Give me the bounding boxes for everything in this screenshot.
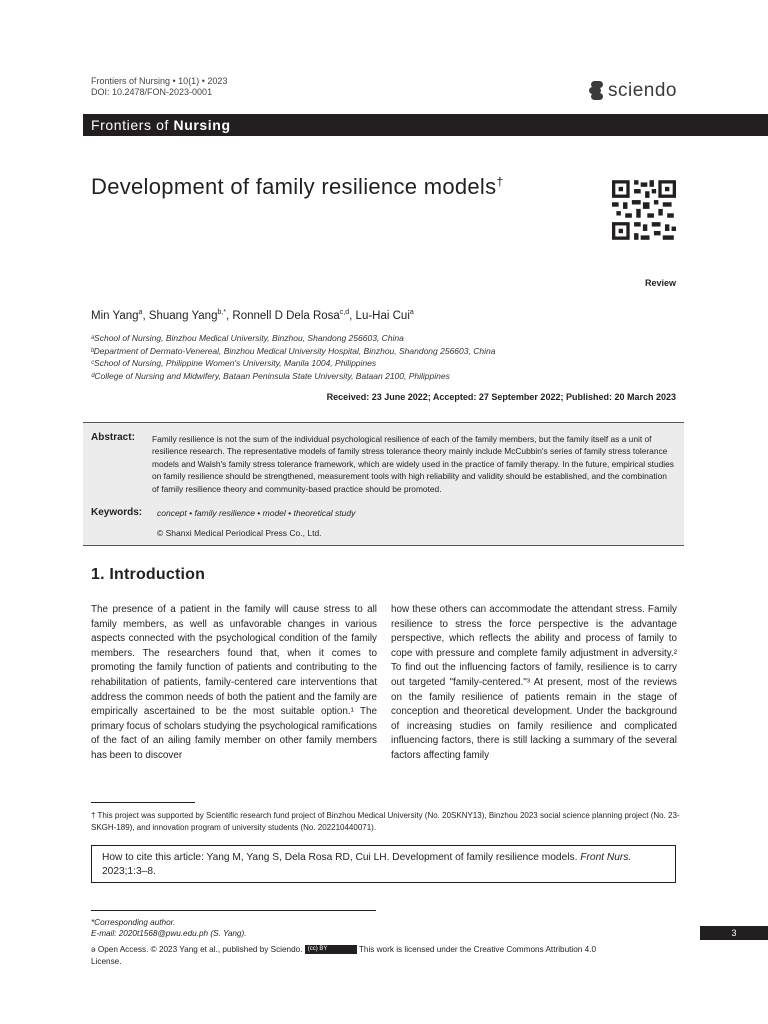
journal-banner	[83, 114, 768, 136]
corresponding-email[interactable]: E-mail: 2020t1568@pwu.edu.ph (S. Yang).	[91, 929, 247, 938]
affiliations	[91, 332, 495, 382]
cc-by-icon[interactable]: (cc) BY	[305, 945, 357, 954]
qr-code-icon[interactable]	[612, 180, 676, 240]
author-name: Lu-Hai Cui	[355, 309, 410, 322]
publisher-logo[interactable]	[589, 80, 677, 102]
title-footnote-mark: †	[496, 174, 504, 189]
footnote-rule	[91, 802, 195, 803]
author-name: Shuang Yang	[148, 309, 218, 322]
banner-bold: Nursing	[173, 117, 231, 133]
keywords-text: concept • family resilience • model • theoretical study	[157, 508, 356, 518]
body-column-left: The presence of a patient in the family will cause stress to all family members, as well as unfavorable changes in various aspects connected with the psychological condition of the family members. The researchers found that, when it comes to promoting the family function of patients and contributing to the rehabilitation of patients, family-centered care interventions that address the common needs of both the patient and the family are empirically ascertained to be the most suitable option.¹ The primary focus of scholars studying the psychological ramifications of the fact of an ailing family member on other family members has been to discover	[91, 604, 377, 761]
affiliation-item: ᶜSchool of Nursing, Philippine Women's University, Manila 1004, Philippines	[91, 358, 377, 368]
article-title	[91, 174, 503, 200]
funding-footnote: † This project was supported by Scientific research fund project of Binzhou Medical University (No. 20SKNY13), Binzhou 2023 social science planning project (No. 23-SKGH-189), and innovation program of university students (No. 202210440071).	[91, 811, 680, 832]
copyright: © Shanxi Medical Periodical Press Co., Ltd.	[157, 528, 322, 538]
corresponding-rule	[91, 910, 376, 911]
license-note	[91, 944, 611, 968]
affiliation-item: ᵃSchool of Nursing, Binzhou Medical University, Binzhou, Shandong 256603, China	[91, 333, 404, 343]
affiliation-item: ᵇDepartment of Dermato-Venereal, Binzhou Medical University Hospital, Binzhou, Shandong 256603, China	[91, 345, 496, 356]
license-prefix: Open Access. © 2023 Yang et al., published by Sciendo.	[97, 945, 303, 954]
author-name: Ronnell D Dela Rosa	[232, 309, 340, 322]
author-affil: a	[409, 309, 414, 316]
author-affil: c,d	[339, 309, 350, 316]
journal-doi: DOI: 10.2478/FON-2023-0001	[91, 87, 213, 97]
corresponding-label: *Corresponding author.	[91, 918, 176, 927]
author-name: Min Yang	[91, 309, 139, 322]
license-suffix: This work is licensed under the Creative Commons Attribution 4.0 License.	[91, 945, 596, 966]
citation-prefix: How to cite this article: Yang M, Yang S, Dela Rosa RD, Cui LH. Development of family resilience models.	[102, 852, 578, 863]
abstract-text: Family resilience is not the sum of the individual psychological resilience of each of the family members, but the family itself as a unit of resilience research. The representative models of family stress tolerance theory mainly include McCubbin's series of family stress tolerance models and Walsh's family stress tolerance framework, which are widely used in the practice of family therapy. In the future, empirical studies on family resilience should be strengthened, measurement tools with high reliability and validity should be established, and the combination of family resilience theory and community-based practice should be promoted.	[152, 434, 674, 494]
affiliation-item: ᵈCollege of Nursing and Midwifery, Bataan Peninsula State University, Bataan 2100, Philippines	[91, 370, 450, 381]
journal-issue: Frontiers of Nursing • 10(1) • 2023	[91, 76, 228, 86]
author-affil: a	[138, 309, 143, 316]
sciendo-logo-icon	[589, 81, 603, 101]
section-heading: 1. Introduction	[91, 566, 206, 583]
author-affil: b,*	[217, 309, 227, 316]
body-column-right: how these others can accommodate the attendant stress. Family resilience to stress the force perspective is the advantage perspective, which reflects the ability and process of family to cope with pressure and complete family adjustment in adversity.² To find out the influencing factors of family, resilience is to carry out targeted "family-centered."³ At present, most of the reviews on the family resilience of patients remain in the stage of conception and theoretical development. Under the background of increasing studies on family resilience and complicated influencing factors, there is still lacking a summary of the several factors affecting family	[391, 604, 677, 761]
citation-journal: Front Nurs.	[580, 852, 632, 863]
title-text: Development of family resilience models	[91, 174, 497, 199]
author-list: Min Yang$^a$, Shuang Yang$^{b,*}$, Ronnell D Dela Rosa$^{c,d}$, Lu-Hai Cui$^a$	[91, 309, 414, 322]
keywords-label: Keywords:	[91, 507, 143, 518]
abstract-label: Abstract:	[91, 432, 135, 443]
open-access-icon: ə	[91, 945, 96, 954]
banner-prefix: Frontiers of	[91, 117, 169, 133]
article-type: Review	[644, 278, 676, 288]
page-number: 3	[700, 926, 768, 940]
journal-meta	[91, 76, 227, 98]
publication-dates: Received: 23 June 2022; Accepted: 27 September 2022; Published: 20 March 2023	[326, 392, 676, 402]
citation-box	[91, 845, 676, 883]
publisher-name: sciendo	[608, 80, 677, 101]
corresponding-author	[91, 917, 246, 939]
citation-suffix: 2023;1:3–8.	[102, 866, 156, 877]
